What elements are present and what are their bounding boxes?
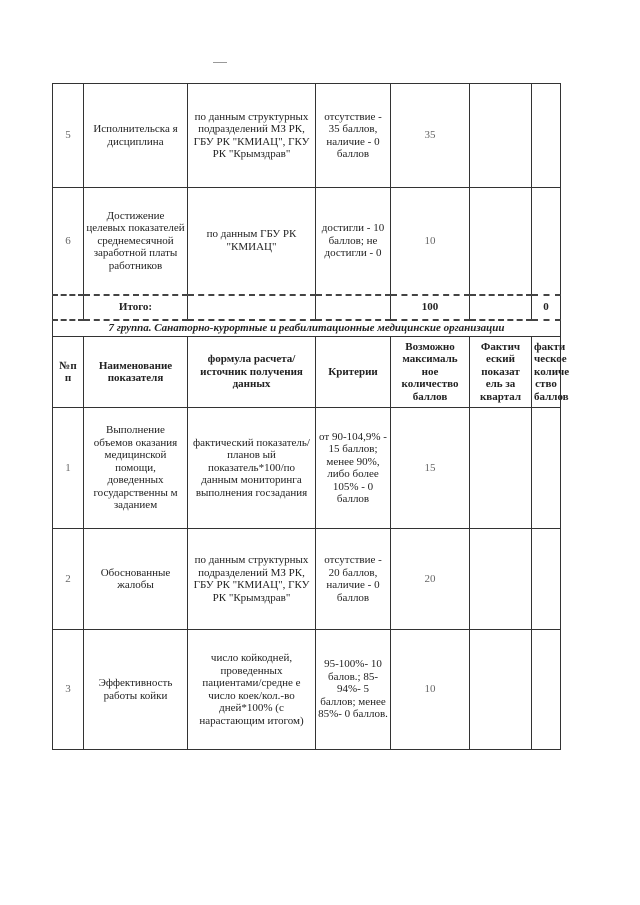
header-fact-score: факти ческое количе ство баллов: [532, 337, 561, 408]
table-row: [53, 630, 561, 750]
fact-score: [532, 529, 561, 630]
group-title-row: [53, 320, 561, 337]
header-name: Наименование показателя: [84, 337, 188, 408]
header-criteria: Критерии: [316, 337, 391, 408]
fact-score: [532, 84, 561, 188]
header-formula: формула расчета/источник получения данных: [188, 337, 316, 408]
formula-source: фактический показатель/планов ый показатель*100/по данным мониторинга выполнения госзадания: [188, 408, 316, 529]
fact-indicator: [470, 188, 532, 295]
fact-indicator: [470, 529, 532, 630]
max-score: 10: [391, 630, 470, 750]
formula-source: по данным структурных подразделений МЗ РК, ГБУ РК "КМИАЦ", ГКУ РК "Крымздрав": [188, 84, 316, 188]
indicator-name: Достижение целевых показателей среднемесячной заработной платы работников: [84, 188, 188, 295]
row-number: 5: [53, 84, 84, 188]
fact-score: [532, 630, 561, 750]
indicator-name: Эффективность работы койки: [84, 630, 188, 750]
header-max: Возможно максималь ное количество баллов: [391, 337, 470, 408]
table-row: [53, 529, 561, 630]
max-score: 10: [391, 188, 470, 295]
fact-score: [532, 188, 561, 295]
formula-source: число койкодней, проведенных пациентами/средне е число коек/кол.-во дней*100% (с нарастающим итогом): [188, 630, 316, 750]
formula-source: по данным ГБУ РК "КМИАЦ": [188, 188, 316, 295]
header-number: №п п: [53, 337, 84, 408]
row-number: 1: [53, 408, 84, 529]
total-actual: 0: [532, 295, 561, 320]
row-number: 3: [53, 630, 84, 750]
table-row: [53, 188, 561, 295]
table-row: [53, 408, 561, 529]
fact-score: [532, 408, 561, 529]
criteria: достигли - 10 баллов; не достигли - 0: [316, 188, 391, 295]
criteria: 95-100%- 10 балов.; 85-94%- 5 баллов; менее 85%- 0 баллов.: [316, 630, 391, 750]
indicator-name: Выполнение объемов оказания медицинской помощи, доведенных государственны м заданием: [84, 408, 188, 529]
formula-source: по данным структурных подразделений МЗ РК, ГБУ РК "КМИАЦ", ГКУ РК "Крымздрав": [188, 529, 316, 630]
row-number: 2: [53, 529, 84, 630]
scan-mark: [213, 62, 227, 63]
table-header-row: [53, 337, 561, 408]
max-score: 35: [391, 84, 470, 188]
total-max: 100: [391, 295, 470, 320]
indicator-name: Исполнительска я дисциплина: [84, 84, 188, 188]
fact-indicator: [470, 84, 532, 188]
criteria: отсутствие - 35 баллов, наличие - 0 баллов: [316, 84, 391, 188]
total-row: [53, 295, 561, 320]
indicator-name: Обоснованные жалобы: [84, 529, 188, 630]
rating-table: [52, 83, 570, 750]
row-number: 6: [53, 188, 84, 295]
table-row: [53, 84, 561, 188]
max-score: 15: [391, 408, 470, 529]
total-label: Итого:: [84, 295, 188, 320]
criteria: от 90-104,9% - 15 баллов; менее 90%, либо более 105% - 0 баллов: [316, 408, 391, 529]
max-score: 20: [391, 529, 470, 630]
criteria: отсутствие - 20 баллов, наличие - 0 баллов: [316, 529, 391, 630]
fact-indicator: [470, 630, 532, 750]
fact-indicator: [470, 408, 532, 529]
header-fact-indicator: Фактич еский показат ель за квартал: [470, 337, 532, 408]
group-title: 7 группа. Санаторно-курортные и реабилитационные медицинские организации: [53, 320, 561, 337]
